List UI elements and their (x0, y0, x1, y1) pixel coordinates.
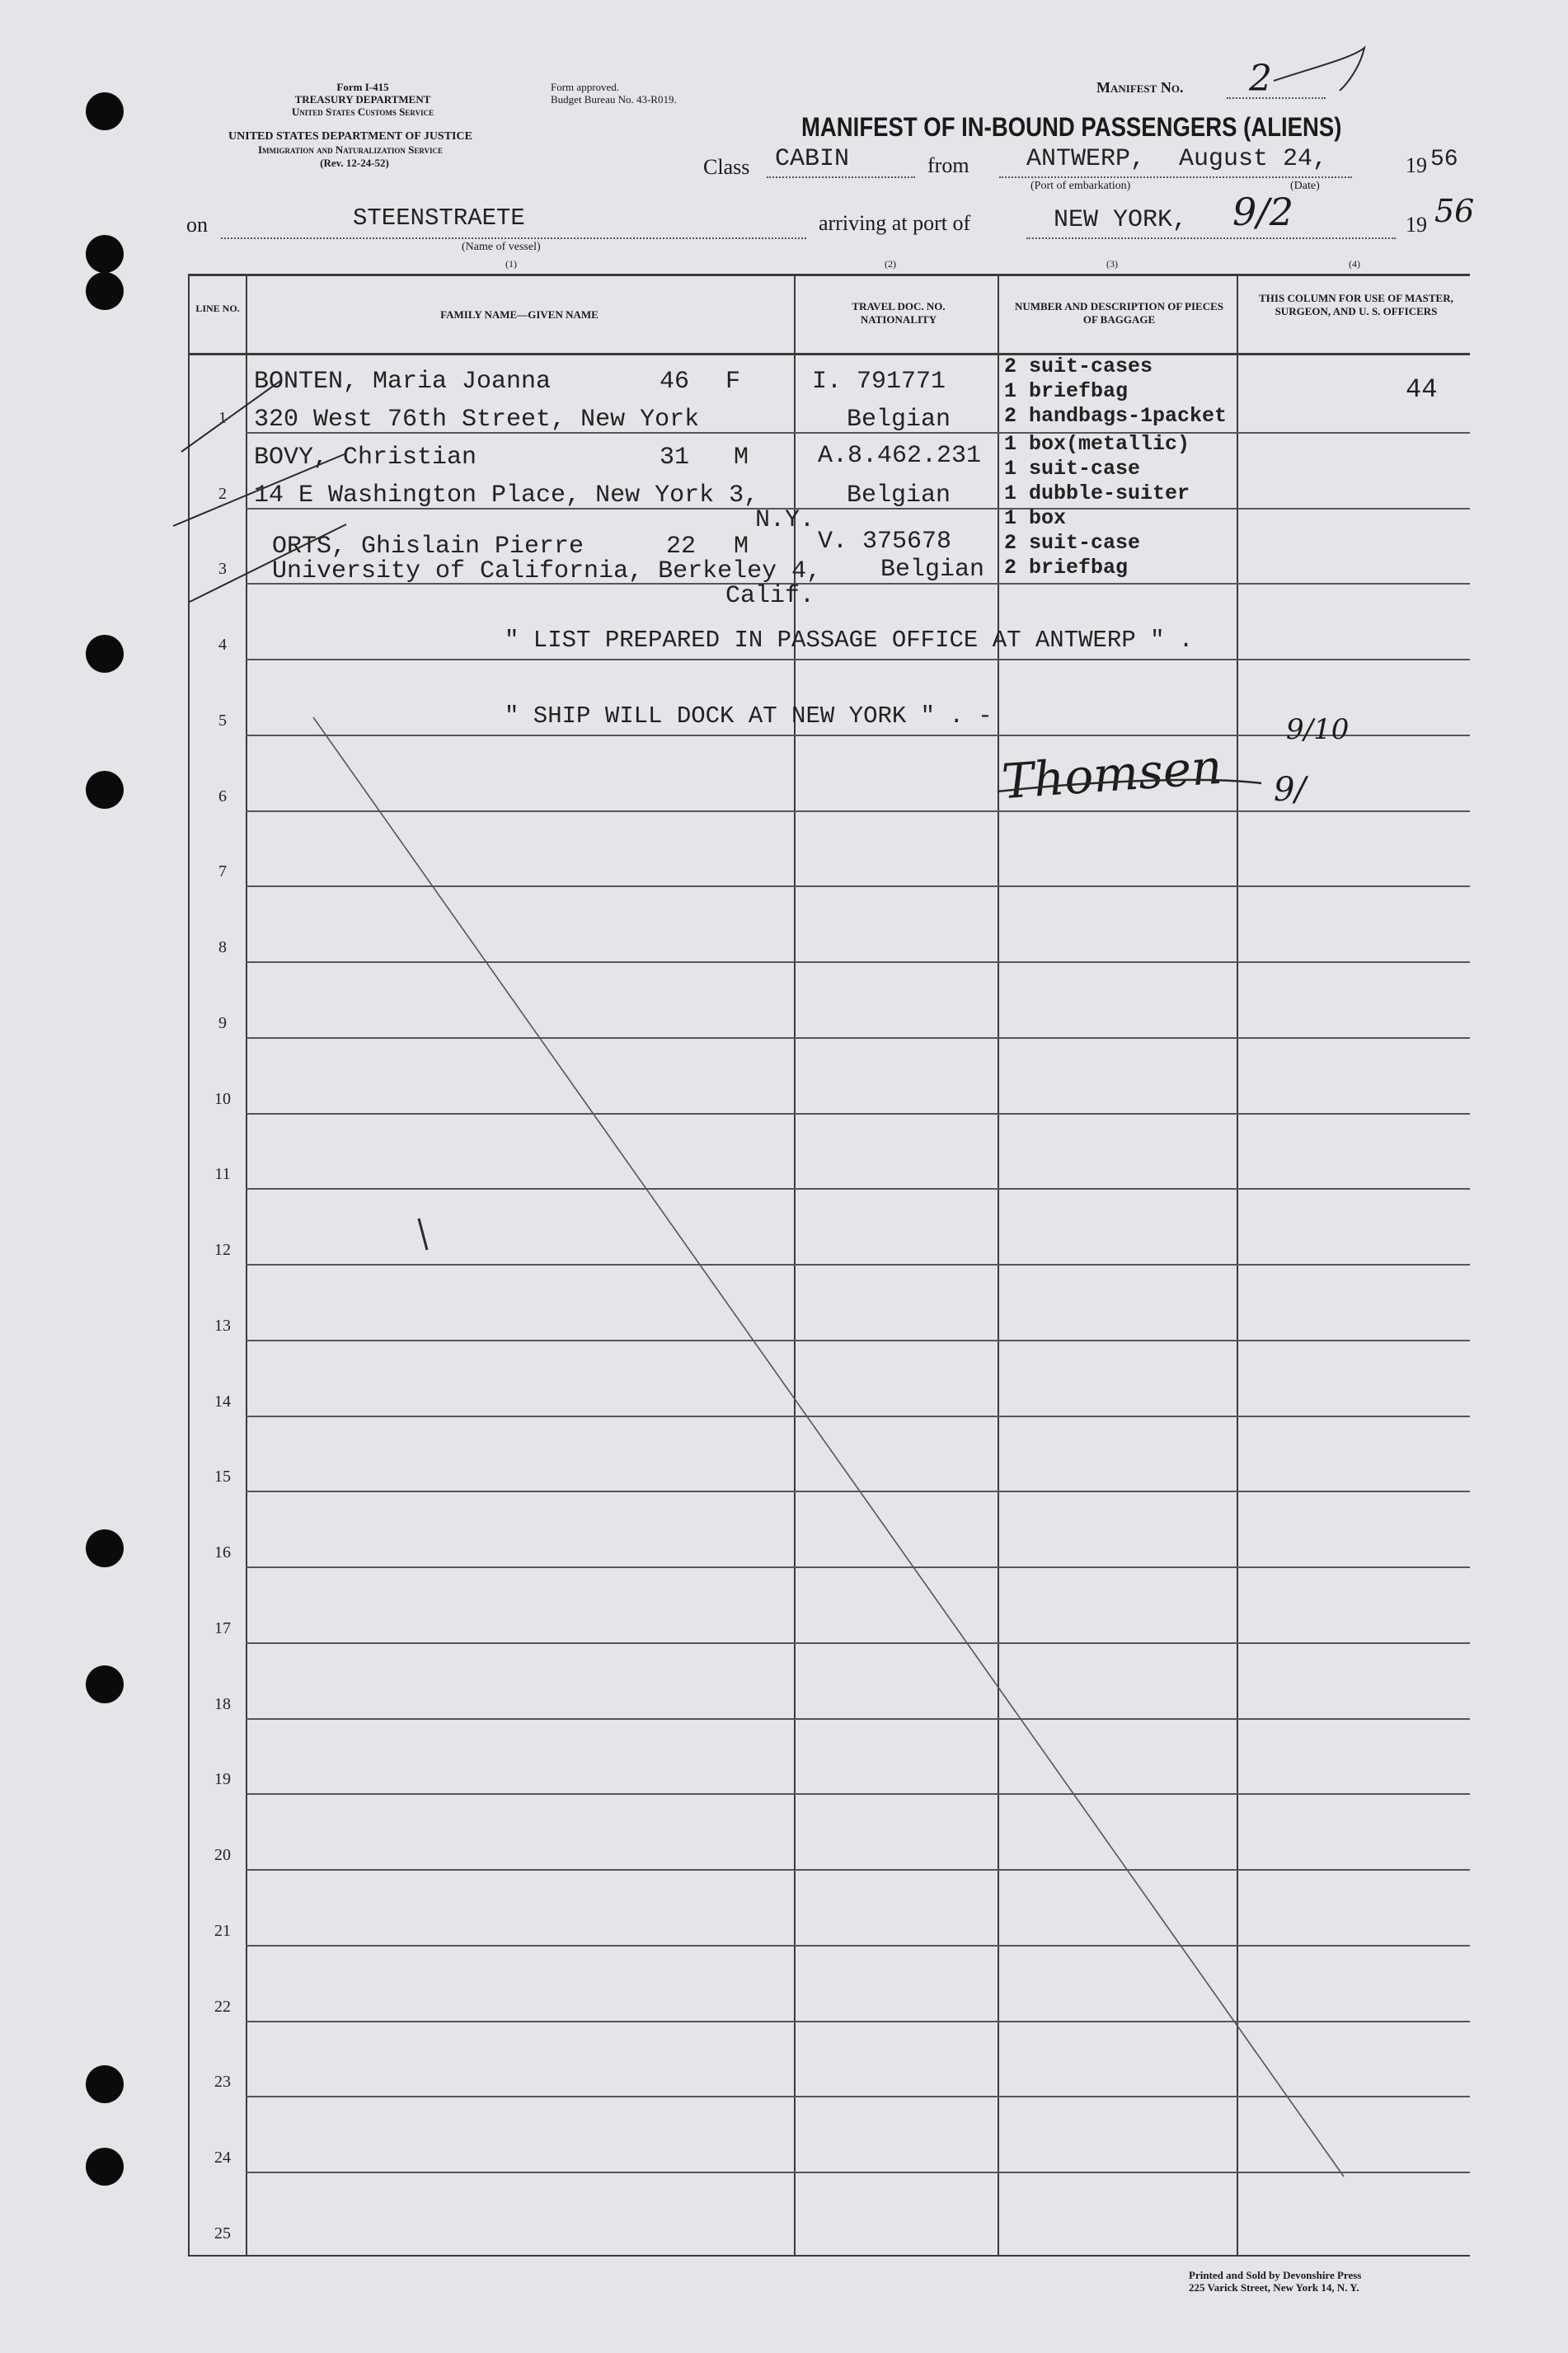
entry-address: University of California, Berkeley 4, (272, 557, 822, 585)
class-label: Class (703, 155, 750, 179)
arrival-year: 56 (1434, 193, 1475, 229)
from-value: ANTWERP, (1026, 145, 1146, 173)
signature-suffix: 9/ (1274, 771, 1306, 809)
customs-label: United States Customs Service (291, 106, 434, 118)
manifest-title: MANIFEST OF IN-BOUND PASSENGERS (ALIENS) (801, 112, 1342, 142)
line-number: 13 (214, 1317, 231, 1335)
year-value: 56 (1430, 147, 1458, 172)
line-number: 11 (214, 1165, 231, 1183)
from-label: from (927, 153, 969, 177)
form-approved: Form approved. (551, 81, 620, 93)
vessel-caption: (Name of vessel) (462, 241, 541, 253)
col-baggage: NUMBER AND DESCRIPTION OF PIECES OF BAGGAGE (1014, 300, 1224, 326)
line-number: 25 (214, 2224, 231, 2243)
year-prefix: 19 (1406, 153, 1427, 177)
line-number: 24 (214, 2149, 231, 2167)
entry-nationality: Belgian (847, 481, 951, 510)
class-value: CABIN (775, 145, 850, 173)
col-name: FAMILY NAME—GIVEN NAME (440, 308, 599, 321)
entry-baggage: 2 briefbag (1004, 556, 1129, 580)
line-number: 7 (218, 862, 227, 881)
budget-bureau: Budget Bureau No. 43-R019. (551, 93, 677, 106)
justice-label: UNITED STATES DEPARTMENT OF JUSTICE (228, 130, 472, 143)
stray-mark (419, 1219, 427, 1250)
entry-nationality: Belgian (880, 556, 985, 584)
entry-baggage: 1 suit-case (1004, 457, 1141, 481)
manifest-no-label: Manifest No. (1096, 79, 1184, 96)
entry-address-2: N.Y. (755, 506, 815, 534)
note-list-prepared: " LIST PREPARED IN PASSAGE OFFICE AT ANTWERP " . (505, 627, 1194, 654)
col-line-no: LINE NO. (195, 303, 240, 314)
officer-note: 44 (1406, 374, 1438, 405)
rev-label: (Rev. 12-24-52) (320, 157, 389, 169)
line-number: 22 (214, 1998, 231, 2016)
manifest-no-flourish (1274, 48, 1364, 91)
signature-underline (998, 780, 1261, 791)
entry-address: 14 E Washington Place, New York 3, (254, 481, 759, 510)
check-stroke (173, 453, 346, 526)
check-stroke (181, 381, 280, 452)
port-caption: (Port of embarkation) (1030, 180, 1131, 192)
line-number: 20 (214, 1846, 231, 1864)
signature-initials: 9/10 (1286, 713, 1350, 746)
entry-doc: A.8.462.231 (818, 442, 982, 470)
entry-baggage: 1 dubble-suiter (1004, 481, 1190, 505)
entry-name: BONTEN, Maria Joanna (254, 368, 552, 396)
line-number: 5 (218, 712, 227, 730)
line-number: 14 (214, 1393, 231, 1411)
line-number: 21 (214, 1922, 231, 1940)
manifest-no-value: 2 (1249, 58, 1272, 100)
line-number: 18 (214, 1695, 231, 1713)
caption-3: (3) (1106, 258, 1118, 270)
entry-address-2: Calif. (725, 582, 815, 610)
col-officers: THIS COLUMN FOR USE OF MASTER, SURGEON, AND U. S. OFFICERS (1259, 292, 1453, 317)
line-number: 4 (218, 636, 227, 654)
line-number: 8 (218, 938, 227, 956)
footer-printer-1: Printed and Sold by Devonshire Press (1189, 2269, 1362, 2281)
on-label: on (186, 213, 208, 237)
footer-printer-2: 225 Varick Street, New York 14, N. Y. (1189, 2281, 1359, 2294)
entry-baggage: 2 suit-cases (1004, 355, 1153, 378)
entry-baggage: 1 box (1004, 506, 1067, 530)
note-ship-dock: " SHIP WILL DOCK AT NEW YORK " . - (505, 702, 993, 730)
line-number: 3 (218, 560, 227, 578)
line-number: 12 (214, 1241, 231, 1259)
entry-doc: V. 375678 (818, 528, 952, 556)
caption-4: (4) (1349, 258, 1360, 270)
line-number: 23 (214, 2073, 231, 2091)
entry-baggage: 1 briefbag (1004, 379, 1129, 403)
line-number: 2 (218, 485, 227, 503)
date-value: August 24, (1179, 145, 1328, 173)
entry-sex: F (725, 368, 741, 396)
arrival-date: 9/2 (1232, 190, 1294, 234)
entry-age: 46 (660, 368, 690, 396)
line-number: 17 (214, 1619, 231, 1637)
line-number: 16 (214, 1543, 231, 1562)
cross-out-line (313, 717, 1344, 2177)
entry-age: 31 (660, 444, 690, 472)
entry-doc: I. 791771 (812, 368, 946, 396)
arriving-label: arriving at port of (819, 211, 971, 235)
arriving-port: NEW YORK, (1054, 206, 1188, 234)
line-number: 9 (218, 1014, 227, 1032)
line-number: 15 (214, 1468, 231, 1486)
entry-age: 22 (666, 533, 697, 561)
line-number: 1 (218, 409, 227, 427)
line-number: 10 (214, 1090, 231, 1108)
date-caption: (Date) (1290, 180, 1320, 192)
officer-signature: Thomsen (999, 738, 1224, 810)
entry-name: BOVY, Christian (254, 444, 477, 472)
caption-2: (2) (885, 258, 896, 270)
col-travel-doc: TRAVEL DOC. NO. NATIONALITY (852, 300, 946, 326)
entry-sex: M (734, 444, 749, 472)
ins-label: Immigration and Naturalization Service (257, 143, 444, 156)
entry-baggage: 2 handbags-1packet (1004, 404, 1228, 428)
entry-baggage: 1 box(metallic) (1004, 432, 1190, 456)
form-number: Form I-415 (336, 81, 389, 93)
line-number: 6 (218, 787, 227, 805)
entry-sex: M (734, 533, 749, 561)
line-number: 19 (214, 1770, 231, 1788)
entry-name: ORTS, Ghislain Pierre (272, 533, 584, 561)
treasury-label: TREASURY DEPARTMENT (294, 93, 431, 106)
arrival-year-prefix: 19 (1406, 213, 1427, 237)
entry-address: 320 West 76th Street, New York (254, 406, 700, 434)
entry-baggage: 2 suit-case (1004, 531, 1141, 555)
entry-nationality: Belgian (847, 406, 951, 434)
caption-1: (1) (505, 258, 517, 270)
vessel-name: STEENSTRAETE (353, 204, 525, 232)
check-stroke (190, 524, 346, 602)
